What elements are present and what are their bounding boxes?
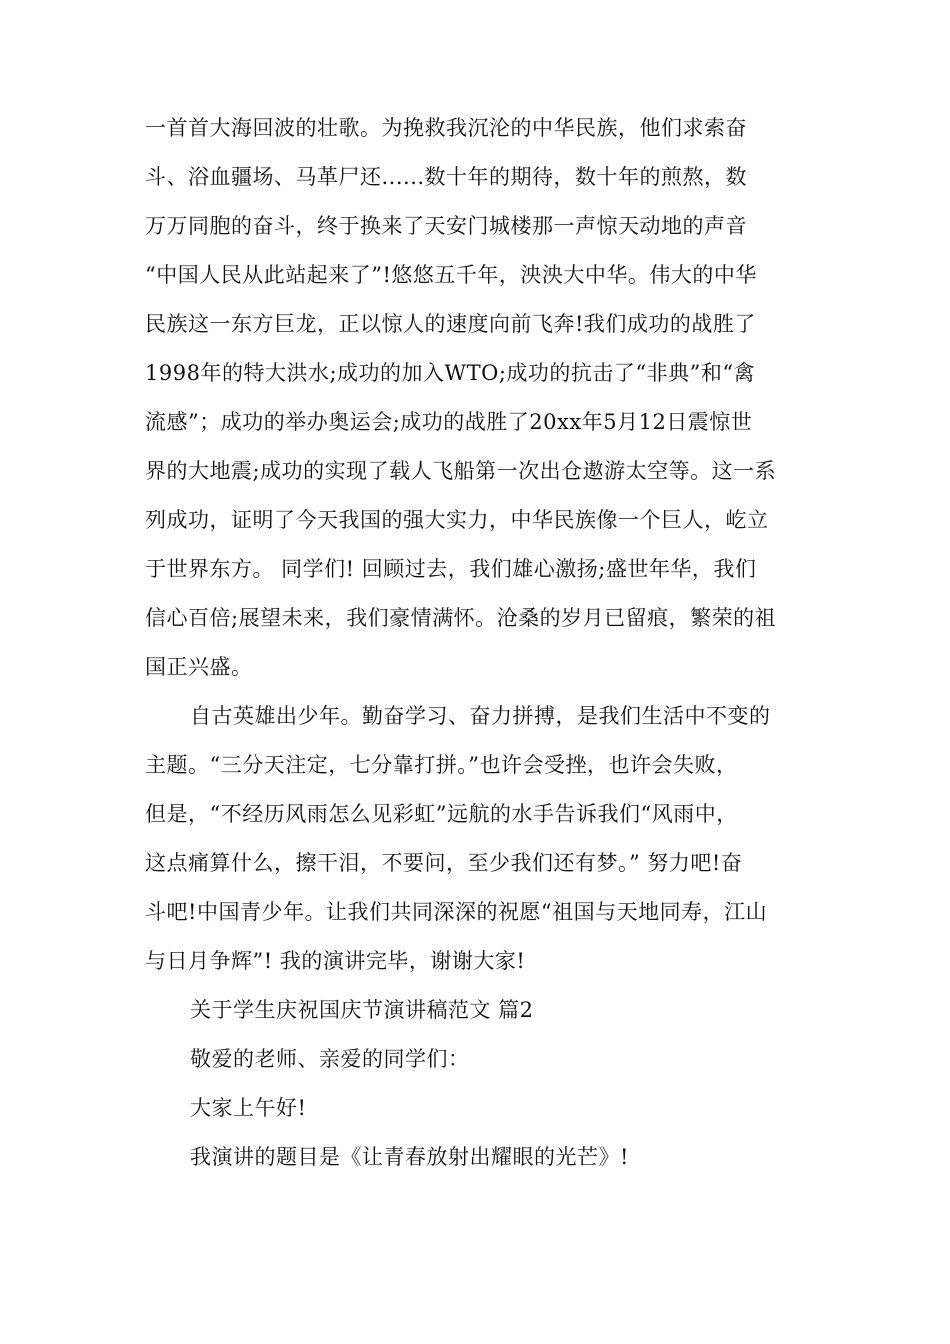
speech-topic: 我演讲的题目是《让青春放射出耀眼的光芒》! [190, 1145, 629, 1169]
salutation: 敬爱的老师、亲爱的同学们： [190, 1047, 470, 1071]
greeting: 大家上午好! [190, 1096, 307, 1120]
text-line: 万万同胞的奋斗，终于换来了天安门城楼那一声惊天动地的声音 [145, 214, 747, 238]
text-line: 民族这一东方巨龙，正以惊人的速度向前飞奔!我们成功的战胜了 [145, 312, 756, 336]
text-line: 1998年的特大洪水;成功的加入WTO;成功的抗击了“非典”和“禽 [145, 361, 756, 385]
text-line: 流感”；成功的举办奥运会;成功的战胜了20xx年5月12日震惊世 [145, 410, 753, 434]
section-title: 关于学生庆祝国庆节演讲稿范文 篇2 [190, 998, 534, 1022]
text-line: “中国人民从此站起来了”!悠悠五千年，泱泱大中华。伟大的中华 [145, 263, 757, 287]
document-body [145, 104, 810, 1182]
text-line: 自古英雄出少年。勤奋学习、奋力拼搏，是我们生活中不变的 [190, 704, 771, 728]
text-line: 与日月争辉”! 我的演讲完毕，谢谢大家! [145, 949, 526, 973]
text-line: 斗、浴血疆场、马革尸还......数十年的期待，数十年的煎熬，数 [145, 165, 748, 189]
text-line: 界的大地震;成功的实现了载人飞船第一次出仓遨游太空等。这一系 [145, 459, 777, 483]
text-line: 信心百倍;展望未来，我们豪情满怀。沧桑的岁月已留痕，繁荣的祖 [145, 606, 777, 630]
text-line: 一首首大海回波的壮歌。为挽救我沉沦的中华民族，他们求索奋 [145, 116, 747, 140]
text-line: 但是，“不经历风雨怎么见彩虹”远航的水手告诉我们“风雨中， [145, 802, 738, 826]
paragraph-1 [145, 104, 810, 692]
text-line: 这点痛算什么，擦干泪，不要问，至少我们还有梦。” 努力吧!奋 [145, 851, 743, 875]
text-line: 列成功，证明了今天我国的强大实力，中华民族像一个巨人，屹立 [145, 508, 769, 532]
text-line: 主题。“三分天注定，七分靠打拼。”也许会受挫，也许会失败， [145, 753, 738, 777]
text-line: 国正兴盛。 [145, 655, 253, 679]
text-line: 于世界东方。 同学们! 回顾过去，我们雄心激扬;盛世年华，我们 [145, 557, 757, 581]
text-line: 斗吧!中国青少年。让我们共同深深的祝愿“祖国与天地同寿，江山 [145, 900, 768, 924]
paragraph-2 [145, 692, 810, 986]
